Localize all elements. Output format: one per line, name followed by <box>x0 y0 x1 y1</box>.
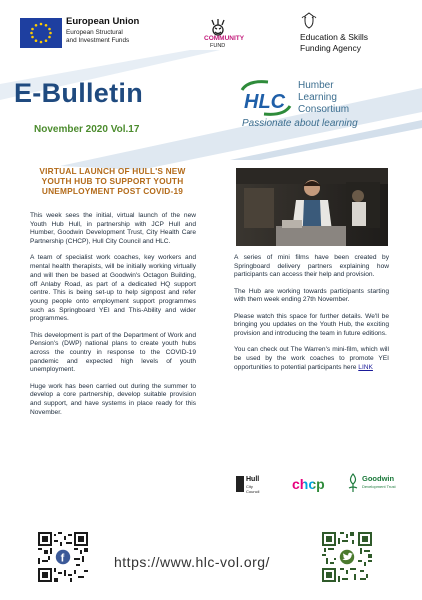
hlc-abbr: HLC <box>244 91 286 113</box>
article-right-column <box>234 254 389 380</box>
article-left-column <box>30 212 196 425</box>
article-paragraph: Huge work has been carried out during the summer to develop a core partnership, develop suitable provision and support, and have systems in place ready for this November. <box>30 382 196 416</box>
eu-subtitle-line1: European Structural <box>66 29 123 36</box>
bulletin-title: E-Bulletin <box>14 78 143 108</box>
hlc-line2: Learning <box>298 92 337 103</box>
mini-film-link[interactable]: LINK <box>358 363 373 371</box>
hlc-name <box>298 80 349 116</box>
lottery-logo-icon <box>188 15 248 55</box>
lottery-text: COMMUNITY <box>204 35 245 42</box>
article-headline: VIRTUAL LAUNCH OF HULL'S NEW YOUTH HUB TO SUPPORT YOUTH UNEMPLOYMENT POST COVID-19 <box>39 166 186 196</box>
goodwin-subtitle: Development Trust <box>362 484 396 489</box>
article-paragraph-with-link <box>234 346 389 372</box>
chcp-name: chcp <box>292 476 325 492</box>
twitter-qr-icon[interactable] <box>322 532 372 582</box>
article-paragraph: This development is part of the Department of Work and Pension's (DWP) national plans to create youth hubs across the country in response to the COVID-19 pandemic and expected high levels of youth unemployment. <box>30 331 196 374</box>
hull-logo <box>236 474 264 494</box>
issue-date: November 2020 Vol.17 <box>34 124 140 135</box>
goodwin-logo-icon <box>346 472 360 494</box>
article-paragraph: A team of specialist work coaches, key workers and mental health therapists, will be initially working virtually and will then be based at Goodwin's Octagon Building, off Anlaby Road, as part of a dedicated HQ support centre. This is being set-up to help signpost and refer young people onto employment support programmes such as Springboard YEI and This-Ability and wider programmes. <box>30 254 196 323</box>
article-paragraph-text: You can check out The Warren's mini-film, which will be used by the work coaches to promote YEI opportunities to potential participants here <box>234 346 389 371</box>
hull-name: Hull <box>246 476 260 483</box>
goodwin-name: Goodwin <box>362 474 395 483</box>
hull-crest-icon <box>236 476 244 492</box>
article-paragraph: The Hub are working towards participants starting with them week ending 27th November. <box>234 287 389 304</box>
royal-crest-icon <box>300 12 318 30</box>
chcp-logo <box>292 476 325 492</box>
esfa-line1: Education & Skills <box>300 32 369 42</box>
hlc-logo-icon <box>238 80 294 116</box>
eu-subtitle <box>66 29 156 45</box>
eu-subtitle-line2: and Investment Funds <box>66 37 130 44</box>
website-url[interactable]: https://www.hlc-vol.org/ <box>114 554 270 570</box>
hull-subtitle: City Council <box>246 484 260 494</box>
kitchen-photo <box>236 168 388 246</box>
article-paragraph: This week sees the initial, virtual launch of the new Youth Hub Hull, in partnership with JCP Hull and Humber, Goodwin Development Trust, City Health Care Partnership (CHCP), Hull City Council and HLC. <box>30 212 196 246</box>
eu-flag-icon <box>20 18 62 48</box>
lottery-text-fund: FUND <box>210 43 226 49</box>
hlc-line1: Humber <box>298 80 334 91</box>
goodwin-logo <box>346 472 396 496</box>
partner-logos <box>234 472 394 496</box>
hlc-line3: Consortium <box>298 104 350 115</box>
hlc-tagline: Passionate about learning <box>242 118 358 129</box>
article-paragraph: Please watch this space for further details. We'll be bringing you updates on the Youth Hub, the exciting provision and introducing the team in future editions. <box>234 312 389 338</box>
article-paragraph: A series of mini films have been created by Springboard delivery partners explaining how participants can access their help and provision. <box>234 254 389 279</box>
facebook-qr-icon[interactable] <box>38 532 88 582</box>
eu-title: European Union <box>66 16 140 27</box>
svg-text:f: f <box>60 552 65 565</box>
esfa-line2: Funding Agency <box>300 42 361 53</box>
hlc-logo <box>238 80 418 130</box>
